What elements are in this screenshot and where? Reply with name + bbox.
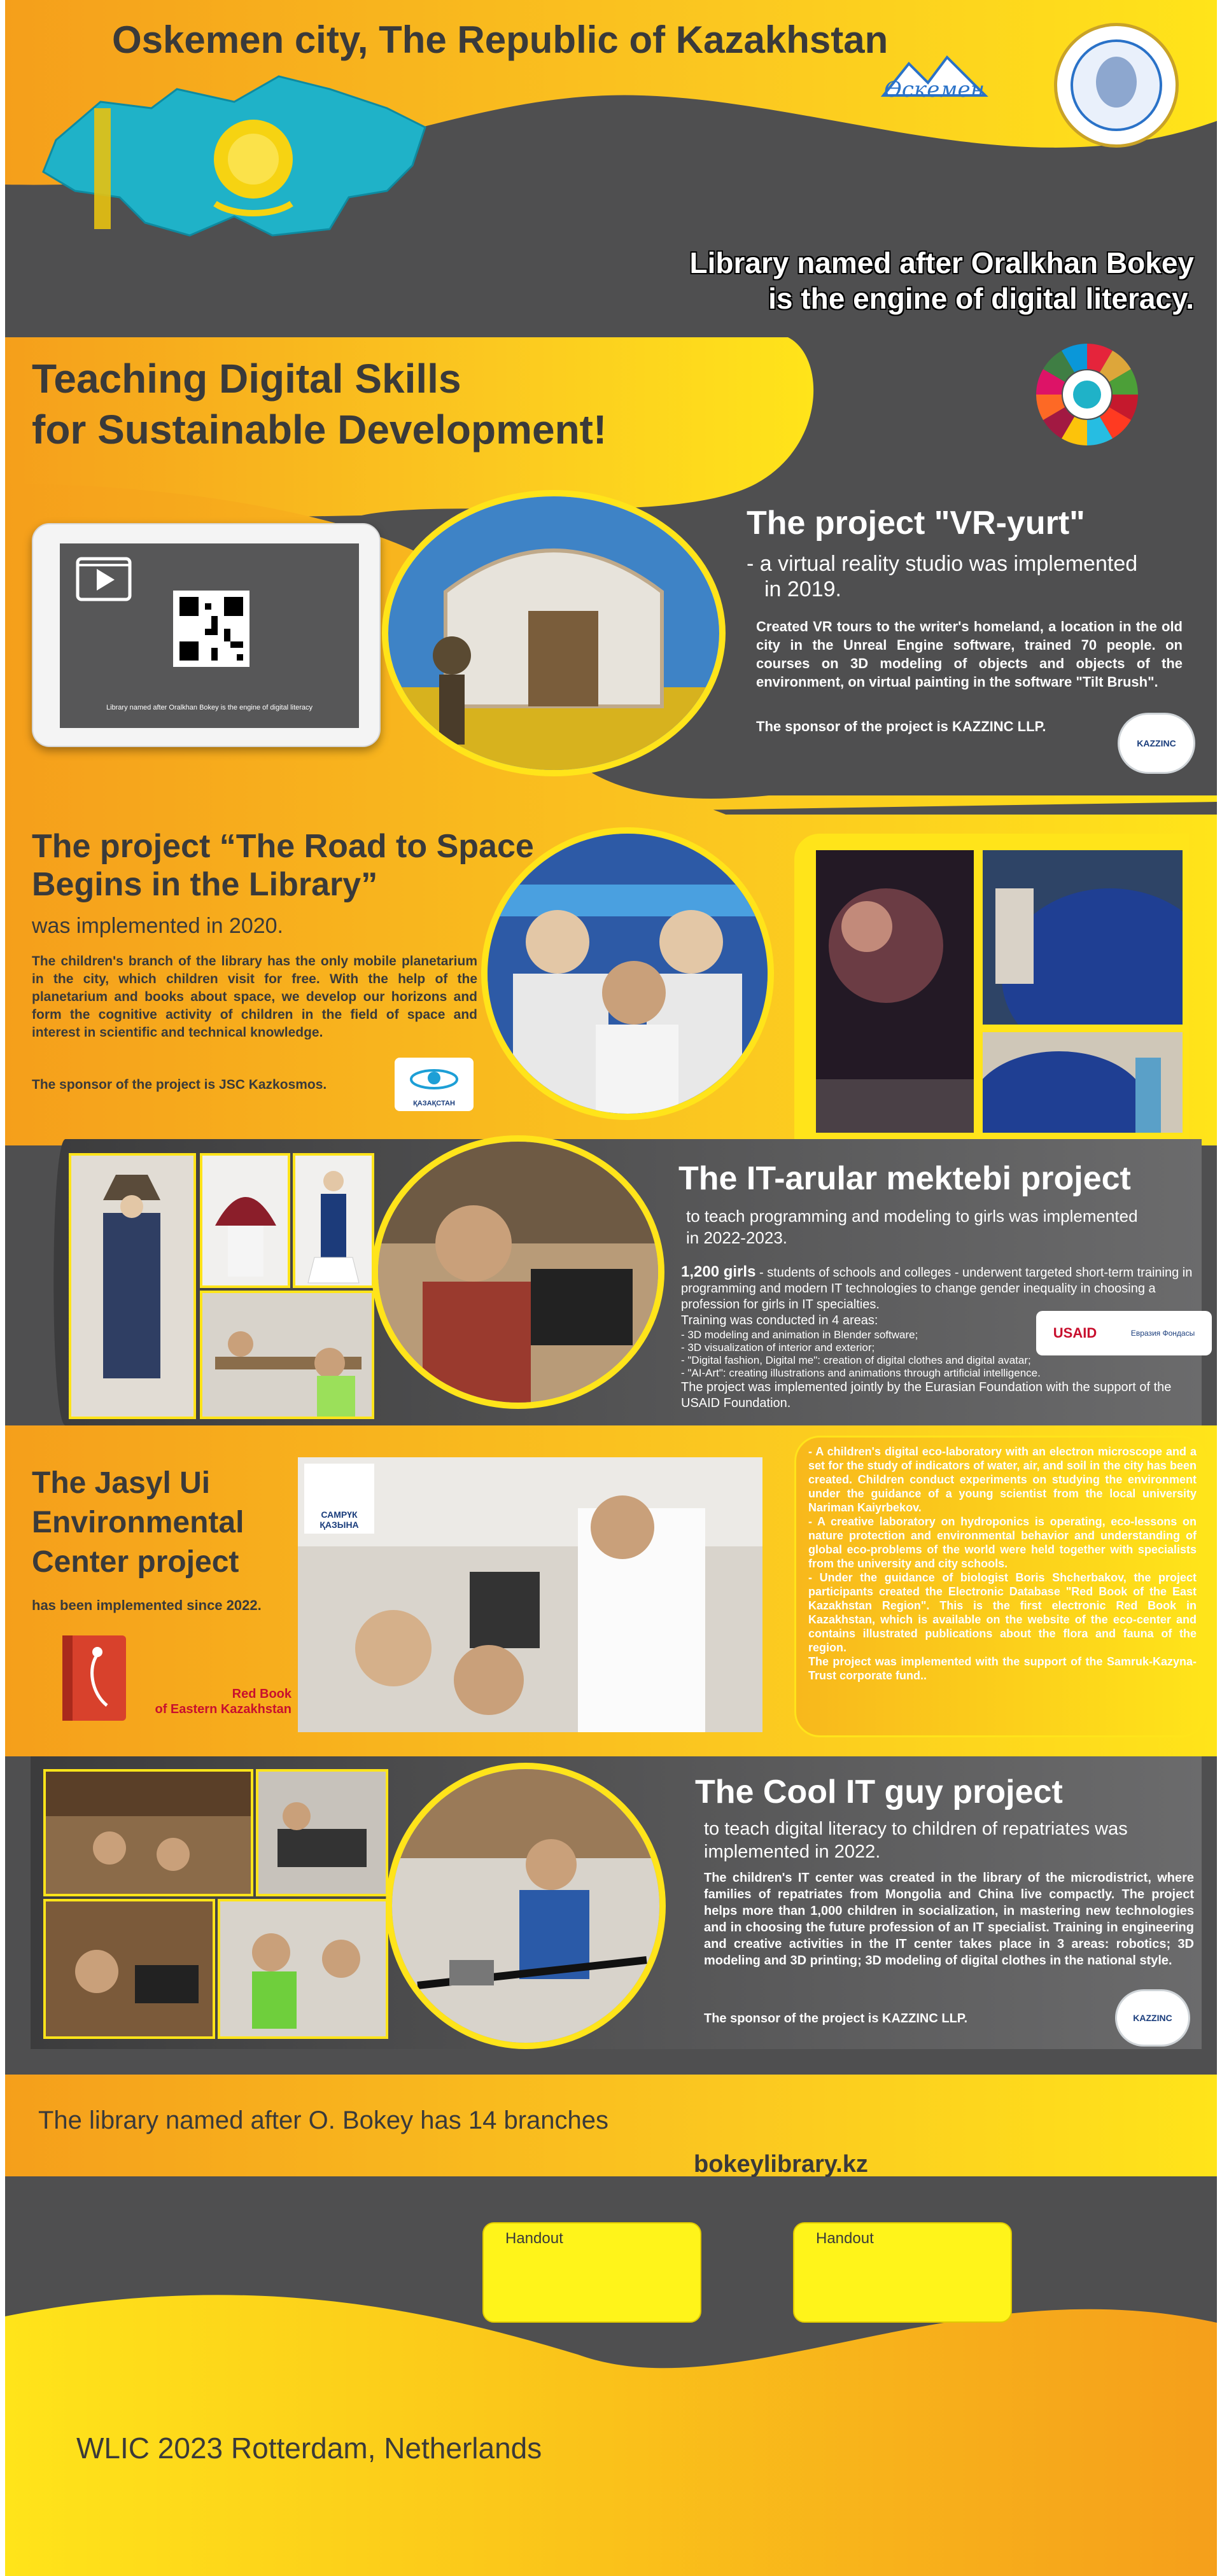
space-project-body: The children's branch of the library has the only mobile planetarium in the city, which children visit for free. With the help of the planetarium and books about space, we develop our horizons and form the cognitive activity of children in the field of space and interest in scientific and technical knowledge. [32,954,477,1040]
kazzinc-logo-2 [1115,1989,1190,2047]
jasyl-title-line-3: Center project [32,1545,239,1579]
coolit-photo-4 [218,1899,388,2039]
digital-fashion-photo-2 [200,1153,290,1288]
branches-text: The library named after O. Bokey has 14 branches [38,2106,609,2134]
space-title-line-1: The project “The Road to Space [32,828,534,865]
video-icon [75,552,132,603]
samruk-logo: САМРҮК ҚАЗЫНА [304,1464,374,1534]
it-girl-photo [372,1135,664,1409]
library-emblem-icon [1054,23,1179,148]
oskemen-logo-text: Өскемен [883,77,985,102]
it-class-photo [200,1291,374,1419]
kazzinc-logo-1 [1118,713,1195,774]
digital-fashion-photo-3 [293,1153,374,1288]
itarular-area-3: - "Digital fashion, Digital me": creation of digital clothes and digital avatar; [681,1354,1031,1366]
oskemen-logo [877,45,992,115]
usaid-eurasia-logos [1036,1311,1212,1355]
poster [5,0,1217,2576]
vr-yurt-photo [382,490,726,776]
planetarium-photo-3 [980,1030,1185,1135]
website-link[interactable]: bokeylibrary.kz [694,2151,868,2178]
handout-box-1[interactable]: Handout [482,2222,701,2323]
main-title-line-2: for Sustainable Development! [32,407,607,452]
kazkosmos-logo [395,1058,474,1111]
red-book-line-1: Red Book [232,1687,291,1701]
vr-project-sponsor: The sponsor of the project is KAZZINC LLP. [756,718,1046,734]
jasyl-body-4: The project was implemented with the support of the Samruk-Kazyna-Trust corporate fund.. [808,1655,1197,1682]
sdg-wheel-icon [1030,337,1144,452]
slogan-line-1: Library named after Oralkhan Bokey [689,246,1194,279]
space-project-title [32,827,534,904]
tablet-screen [60,543,359,728]
slogan [558,245,1194,316]
vr-project-body: Created VR tours to the writer's homeland, a location in the old city in the Unreal Engine software, trained 70 people. on courses on 3D modeling of objects and objects of the environment, on virtual painting in the software "Tilt Brush". [756,619,1183,690]
jasyl-body-1: - A children's digital eco-laboratory with an electron microscope and a set for the study of indicators of water, air, and soil in the city has been created. Children conduct experiments on studying the environment under the guidance of a young scientist from the local university Nariman Kaiyrbekov. [808,1445,1197,1514]
event-text: WLIC 2023 Rotterdam, Netherlands [76,2432,542,2465]
main-title [32,353,607,455]
itarular-area-1: - 3D modeling and animation in Blender software; [681,1329,918,1341]
jasyl-body-3: - Under the guidance of biologist Boris Shcherbakov, the project participants created the Electronic Database "Red Book of the East Kazakhstan Region". This is the first electronic Red Book in Kazakhstan, which is available on the website of the eco-center and contains illustrated publications about the flora and fauna of the region. [808,1571,1197,1654]
vr-project-title: The project "VR-yurt" [747,505,1085,542]
eurasia-logo: Евразия Фондасы [1130,1329,1195,1338]
kazkosmos-logo-text: ҚАЗАҚСТАН [413,1100,455,1107]
planetarium-photo-2 [980,848,1185,1027]
robotics-photo [386,1763,666,2049]
space-cosmonauts-photo [481,827,774,1120]
coolit-lead-line-1: to teach digital literacy to children of repatriates was [704,1819,1128,1839]
main-title-line-1: Teaching Digital Skills [32,356,461,402]
city-title: Oskemen city, The Republic of Kazakhstan [112,18,888,61]
jasyl-title-line-1: The Jasyl Ui [32,1466,211,1500]
red-book-line-2: of Eastern Kazakhstan [155,1702,291,1716]
kazzinc-logo-text-2: KAZZINC [1133,2013,1172,2023]
space-project-lead: was implemented in 2020. [32,914,284,938]
space-title-line-2: Begins in the Library” [32,866,378,903]
slogan-line-2: is the engine of digital literacy. [768,282,1194,315]
itarular-area-4: - "AI-Art": creating illustrations and animations through artificial intelligence. [681,1367,1041,1379]
itarular-project-lead [686,1205,1195,1249]
jasyl-project-lead: has been implemented since 2022. [32,1597,262,1613]
itarular-partner-note: The project was implemented jointly by the Eurasian Foundation with the support of the USAID Foundation. [681,1380,1172,1410]
digital-fashion-photo-1 [69,1153,196,1419]
coolit-photo-1 [43,1769,253,1896]
handout-box-2[interactable]: Handout [793,2222,1012,2323]
jasyl-project-body [808,1445,1197,1683]
coolit-project-sponsor: The sponsor of the project is KAZZINC LLP. [704,2012,968,2026]
coolit-project-lead [704,1817,1200,1863]
vr-lead-line-1: - a virtual reality studio was implemented [747,552,1138,576]
eco-lab-photo [298,1457,762,1732]
coolit-project-body: The children's IT center was created in the library of the microdistrict, where families of repatriates from Mongolia and China live compactly. The project helps more than 1,000 children in socialization, in mastering new technologies and in choosing the future profession of an IT specialist. Training in engineering and creative activities in the IT center takes place in 3 areas: robotics; 3D modeling and 3D printing; 3D modeling of digital clothes in the national style. [704,1871,1194,1968]
qr-code-icon [173,591,249,667]
itarular-areas-intro: Training was conducted in 4 areas: [681,1313,878,1327]
kazzinc-logo-text-1: KAZZINC [1137,738,1176,748]
jasyl-body-2: - A creative laboratory on hydroponics is operating, eco-lessons on nature protection and environmental behavior and understanding of global eco-problems of the world were held together with specialists from the university and city schools. [808,1515,1197,1570]
coolit-lead-line-2: implemented in 2022. [704,1842,881,1862]
coolit-photo-3 [43,1899,215,2039]
planetarium-photo-1 [813,848,976,1135]
itarular-body-text: - students of schools and colleges - underwent targeted short-term training in programming and modern IT technologies to change gender inequality in choosing a profession for girls in IT specialties. [681,1266,1193,1312]
tablet-caption: Library named after Oralkhan Bokey is the engine of digital literacy [106,704,313,711]
tablet-frame [32,523,381,747]
jasyl-project-title [32,1464,244,1582]
vr-lead-line-2: in 2019. [764,577,841,601]
kazakhstan-map-icon [31,64,438,255]
coolit-photo-2 [256,1769,388,1896]
itarular-lead-line-2: in 2022-2023. [686,1228,788,1247]
itarular-area-2: - 3D visualization of interior and exterior; [681,1341,875,1354]
usaid-logo: USAID [1053,1325,1097,1341]
coolit-project-title: The Cool IT guy project [695,1774,1063,1810]
red-book-label [120,1686,291,1717]
space-project-sponsor: The sponsor of the project is JSC Kazkosmos. [32,1077,327,1092]
jasyl-title-line-2: Environmental [32,1506,244,1539]
itarular-project-title: The IT-arular mektebi project [678,1160,1131,1197]
itarular-girls-count: 1,200 girls [681,1263,756,1280]
itarular-lead-line-1: to teach programming and modeling to girls was implemented [686,1207,1138,1226]
vr-project-lead [747,551,1192,602]
satellite-icon [409,1061,460,1093]
